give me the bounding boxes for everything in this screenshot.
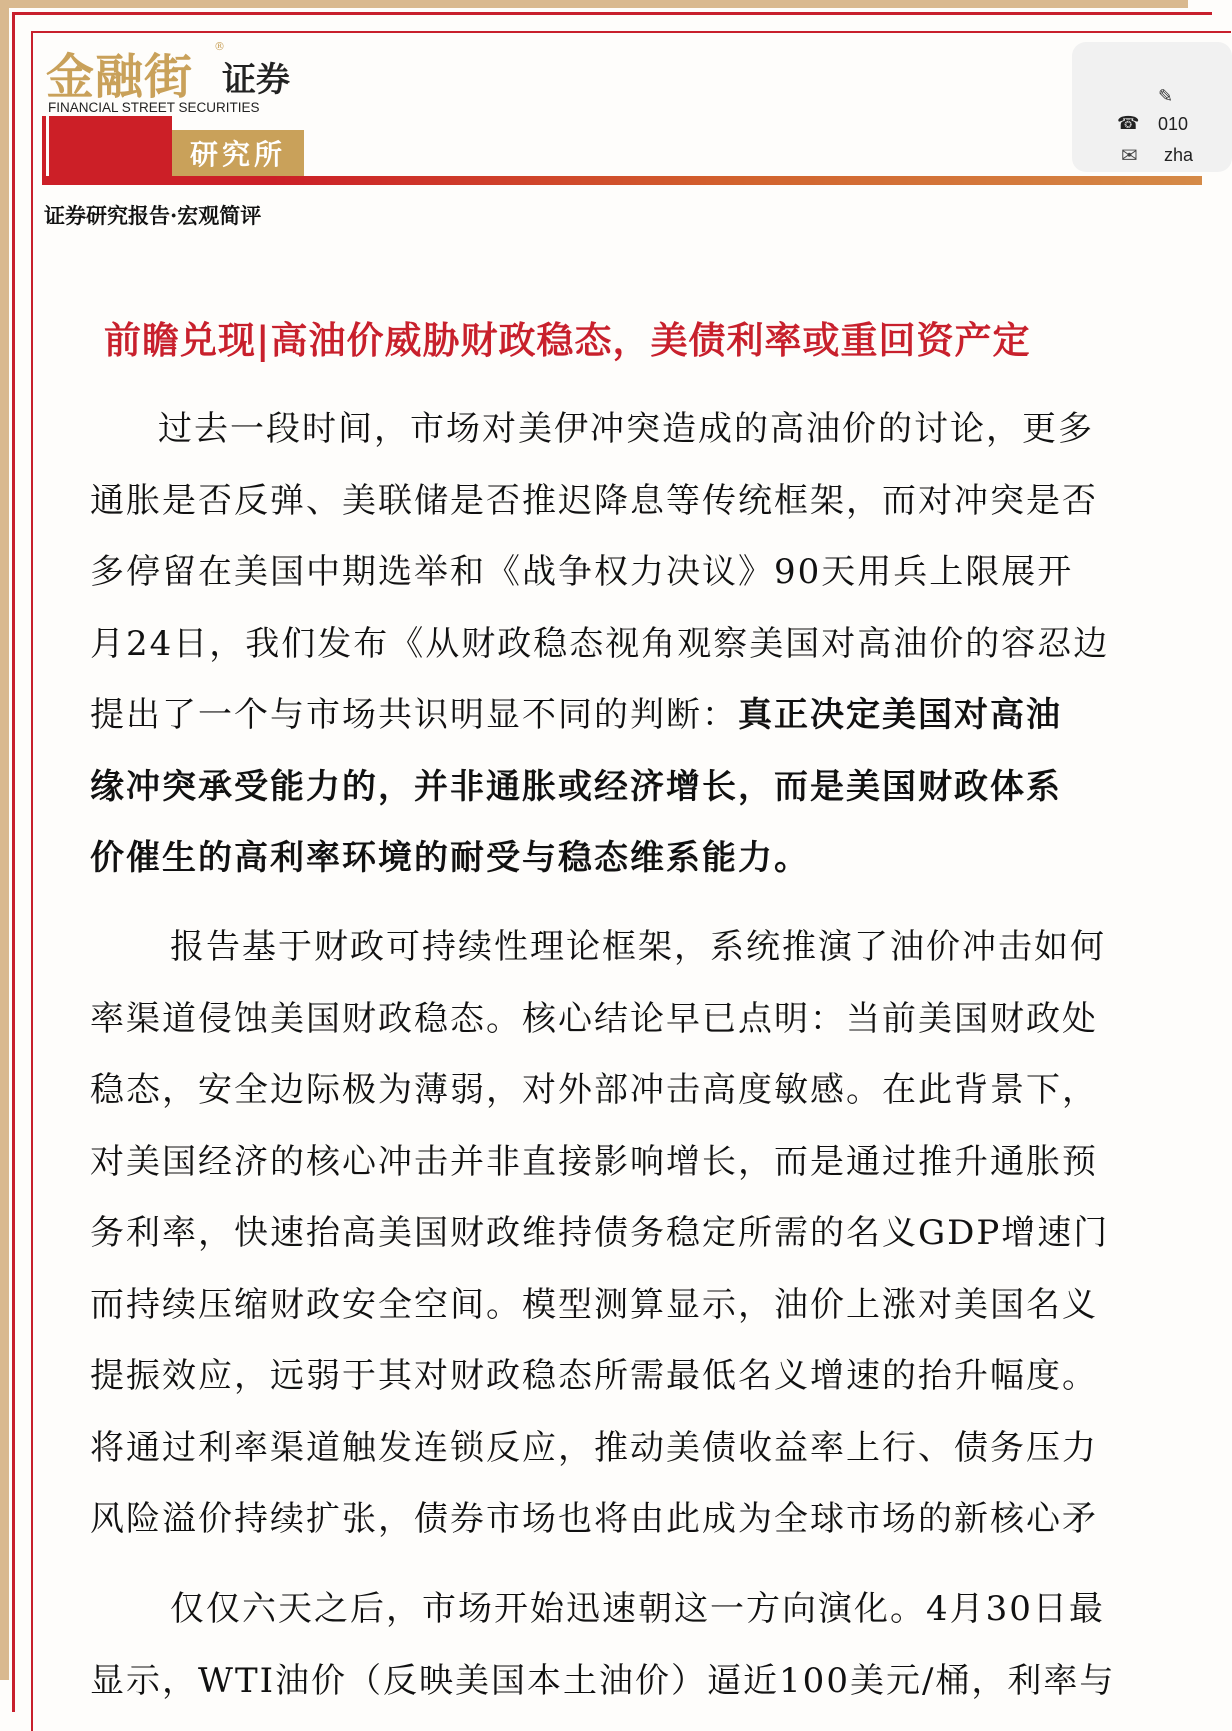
paragraph-3: [90, 1574, 1188, 1717]
header-divider: [42, 176, 1202, 185]
telephone-icon: ☎: [1117, 113, 1140, 134]
paragraph-line: 风险溢价持续扩张，债券市场也将由此成为全球市场的新核心矛: [90, 1499, 1098, 1539]
report-title: 前瞻兑现|高油价威胁财政稳态，美债利率或重回资产定: [104, 318, 1031, 362]
paragraph-line: 报告基于财政可持续性理论框架，系统推演了油价冲击如何: [170, 927, 1106, 967]
paragraph-line: 而持续压缩财政安全空间。模型测算显示，油价上涨对美国名义: [90, 1284, 1098, 1325]
paragraph-line: 仅仅六天之后，市场开始迅速朝这一方向演化。4月30日最: [170, 1589, 1105, 1629]
logo-red-block-stripe: [46, 116, 49, 176]
key-judgment-text: 真正决定美国对高油: [738, 695, 1062, 735]
logo-chinese-name: 金融街: [46, 49, 194, 105]
paragraph-1: [90, 394, 1188, 895]
paragraph-line: 显示，WTI油价（反映美国本土油价）逼近100美元/桶，利率与: [90, 1660, 1116, 1701]
paragraph-line: 过去一段时间，市场对美伊冲突造成的高油价的讨论，更多: [158, 409, 1094, 449]
paragraph-line: 通胀是否反弹、美联储是否推迟降息等传统框架，而对冲突是否: [90, 480, 1098, 521]
envelope-icon: ✉: [1121, 143, 1138, 167]
logo-english-name: FINANCIAL STREET SECURITIES: [48, 100, 260, 115]
report-type-label: 证券研究报告·宏观简评: [44, 203, 262, 228]
paragraph-line: 将通过利率渠道触发连锁反应，推动美债收益率上行、债务压力: [90, 1427, 1098, 1468]
institute-badge: 研究所: [172, 130, 304, 176]
paragraph-line: [90, 680, 1188, 752]
line-text: 提出了一个与市场共识明显不同的判断：: [90, 695, 738, 735]
paragraph-line: 率渠道侵蚀美国财政稳态。核心结论早已点明：当前美国财政处: [90, 998, 1098, 1039]
key-judgment-line: 价催生的高利率环境的耐受与稳态维系能力。: [90, 838, 810, 878]
paragraph-line: 稳态，安全边际极为薄弱，对外部冲击高度敏感。在此背景下，: [90, 1070, 1098, 1110]
paragraph-line: 提振效应，远弱于其对财政稳态所需最低名义增速的抬升幅度。: [90, 1356, 1098, 1396]
contact-phone: 010: [1158, 114, 1189, 134]
paragraph-line: 对美国经济的核心冲击并非直接影响增长，而是通过推升通胀预: [90, 1141, 1098, 1182]
contact-email: zha: [1164, 145, 1194, 165]
registered-mark: ®: [214, 40, 225, 53]
logo-red-block: [42, 116, 172, 176]
paragraph-line: 多停留在美国中期选举和《战争权力决议》90天用兵上限展开: [90, 552, 1074, 592]
key-judgment-line: 缘冲突承受能力的，并非通胀或经济增长，而是美国财政体系: [90, 766, 1062, 807]
contact-box: [1072, 42, 1232, 172]
pencil-icon: ✎: [1158, 86, 1174, 107]
logo-securities: 证券: [222, 60, 290, 100]
paragraph-line: 务利率，快速抬高美国财政维持债务稳定所需的名义GDP增速门: [90, 1213, 1110, 1253]
paragraph-line: 月24日，我们发布《从财政稳态视角观察美国对高油价的容忍边: [90, 623, 1110, 664]
paragraph-2: [90, 912, 1188, 1556]
